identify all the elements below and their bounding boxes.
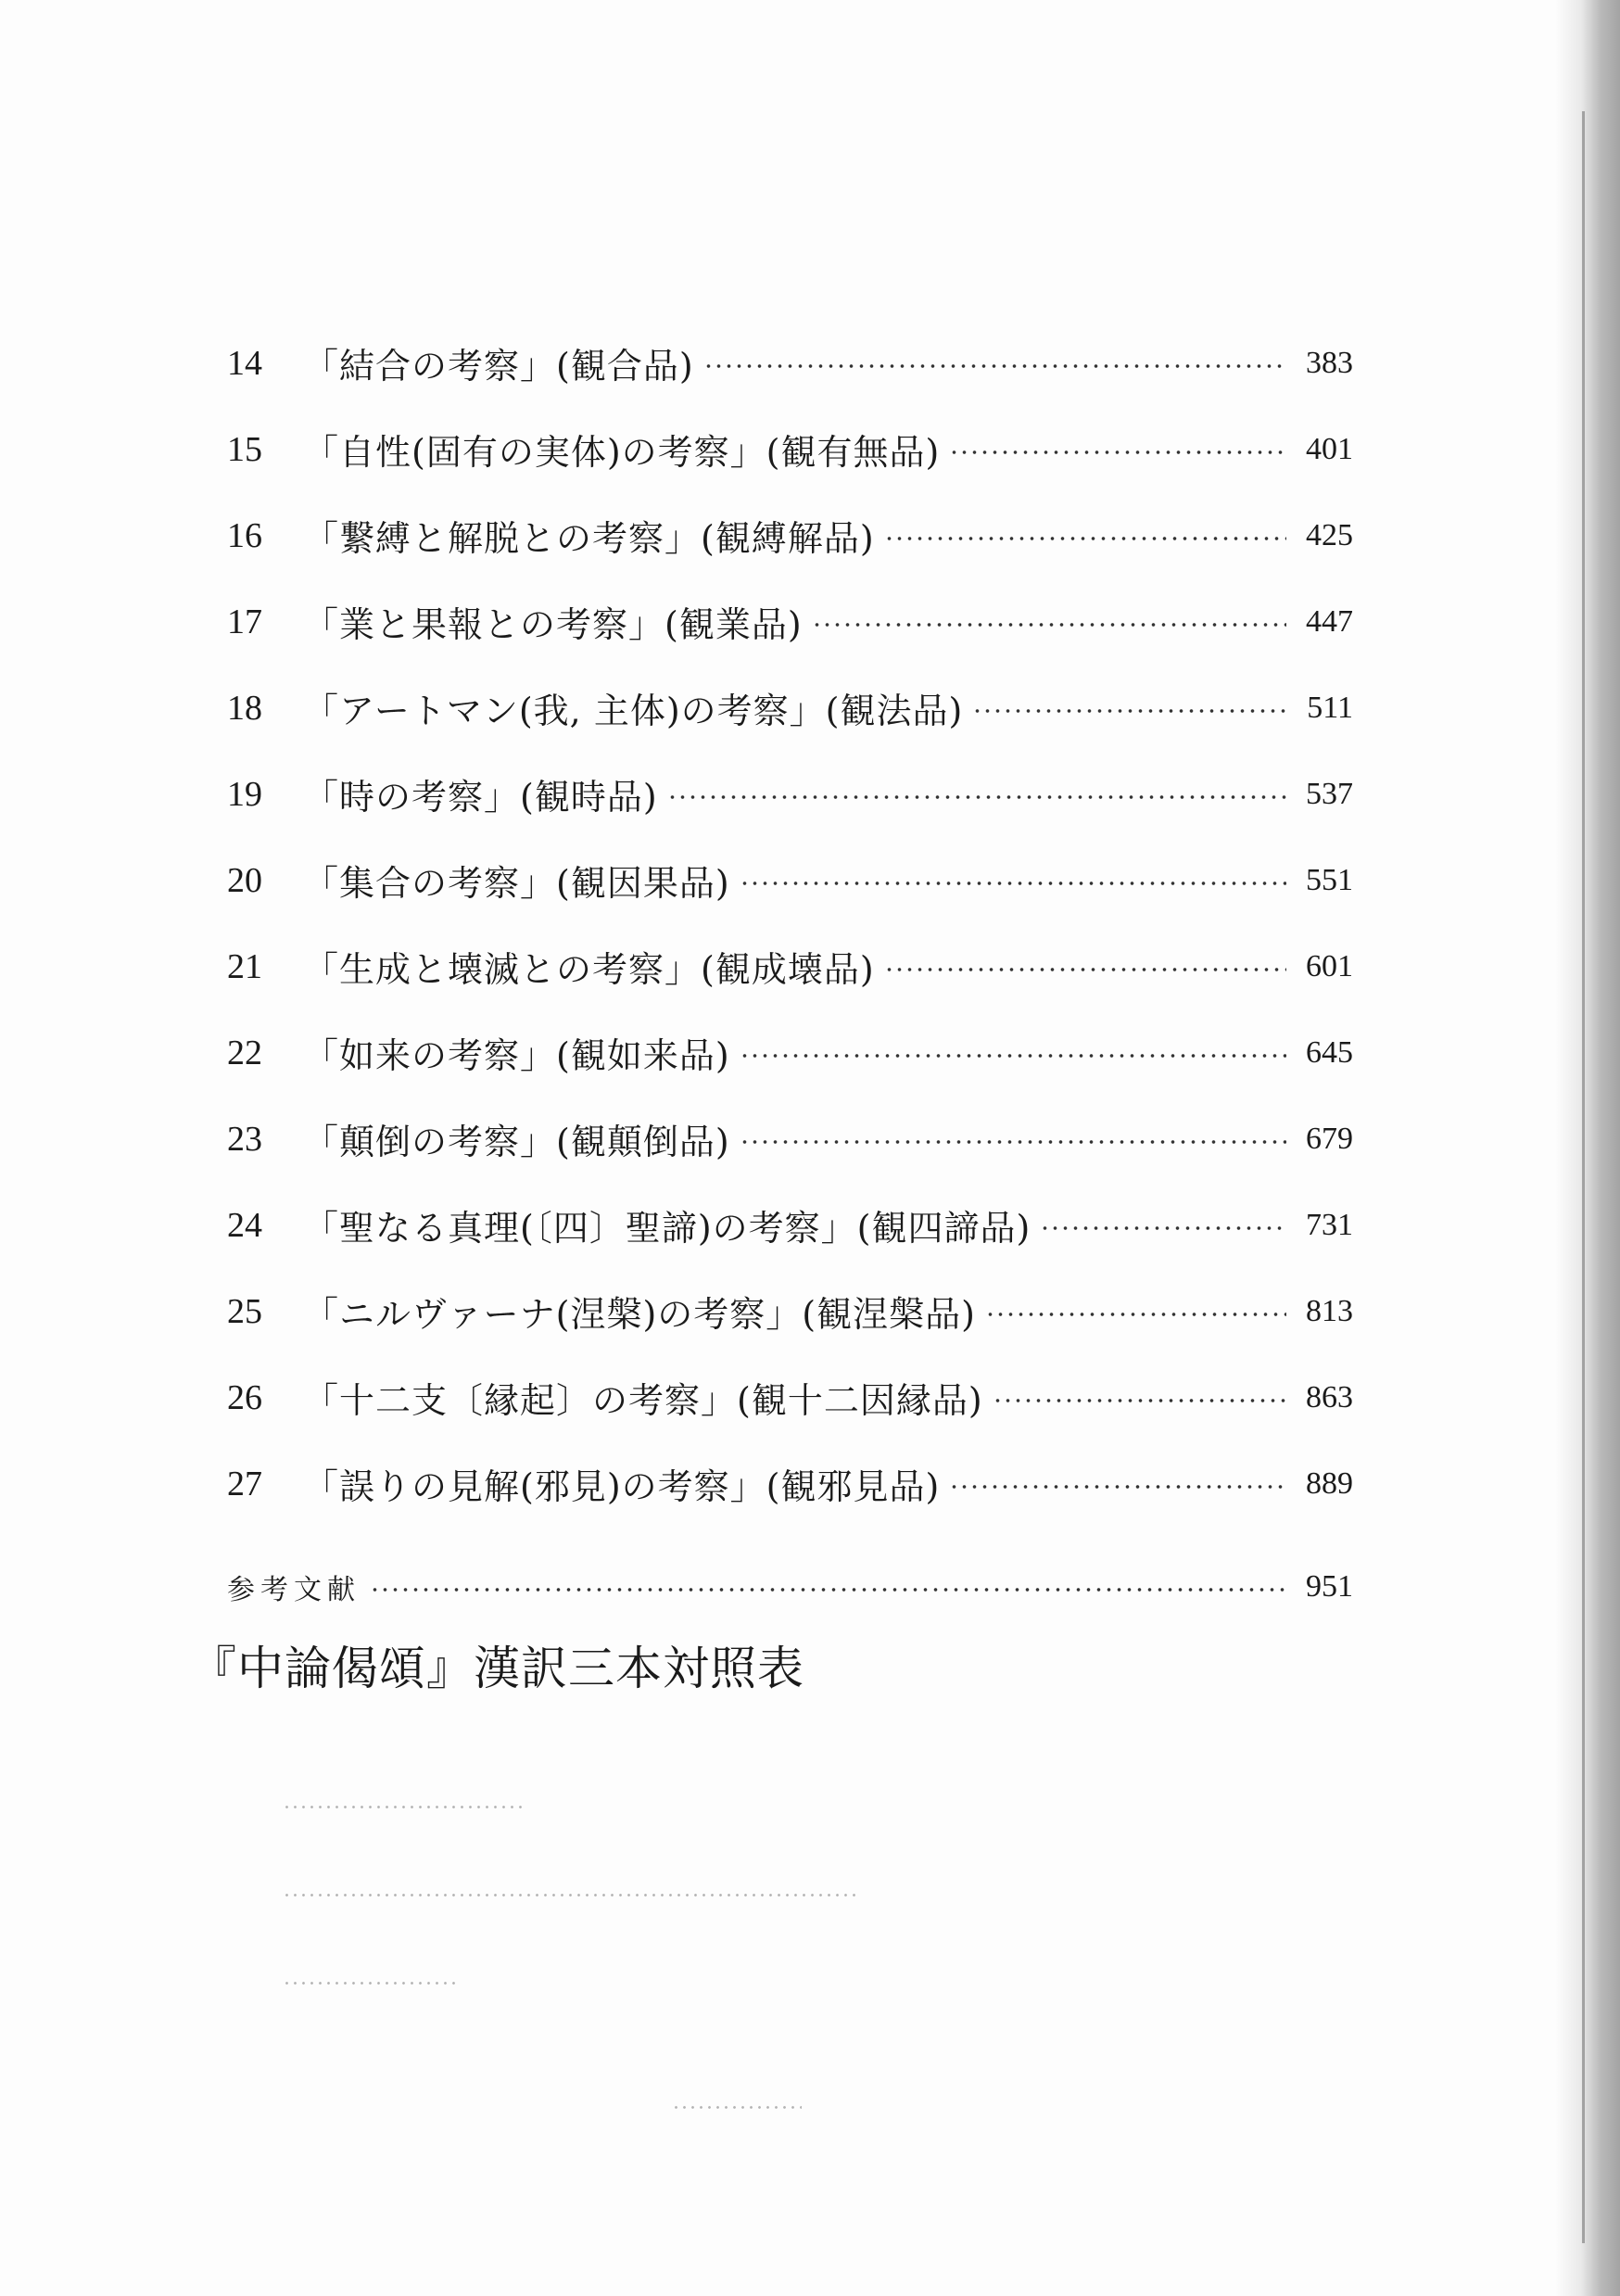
toc-entry (227, 1354, 1353, 1440)
table-of-contents (227, 320, 1353, 1630)
binding-edge-line (1582, 111, 1585, 2243)
page-number: 551 (1306, 862, 1353, 897)
chapter-number: 24 (227, 1205, 262, 1245)
chapter-number: 19 (227, 774, 262, 814)
dot-leader (993, 1399, 1286, 1402)
page-number: 731 (1306, 1207, 1353, 1242)
dot-leader (949, 1485, 1286, 1489)
page-number: 383 (1306, 345, 1353, 380)
page-number: 601 (1306, 948, 1353, 983)
dot-leader (1040, 1226, 1286, 1230)
chapter-title: 「自性(固有の実体)の考察」(観有無品) (303, 432, 941, 473)
dot-leader (812, 623, 1286, 627)
chapter-number: 17 (227, 602, 262, 641)
chapter-number: 21 (227, 946, 262, 986)
chapter-number: 23 (227, 1119, 262, 1159)
page-number: 863 (1306, 1379, 1353, 1414)
show-through-dots (283, 1982, 459, 1985)
page-number: 645 (1306, 1034, 1353, 1070)
binding-edge-shadow (1555, 0, 1620, 2296)
dot-leader (740, 1054, 1286, 1058)
page-number: 447 (1306, 603, 1353, 639)
chapter-number: 20 (227, 860, 262, 900)
toc-references-entry (227, 1543, 1353, 1630)
toc-entry (227, 1182, 1353, 1268)
chapter-title: 「十二支〔縁起〕の考察」(観十二因縁品) (303, 1380, 983, 1421)
show-through-dots (283, 1894, 857, 1896)
page-number: 813 (1306, 1293, 1353, 1328)
dot-leader (884, 537, 1286, 540)
chapter-number: 14 (227, 343, 262, 383)
toc-entry (227, 1096, 1353, 1182)
dot-leader (740, 882, 1286, 885)
chapter-title: 「時の考察」(観時品) (303, 777, 658, 818)
chapter-number: 25 (227, 1291, 262, 1331)
references-label: 参考文献 (227, 1573, 361, 1606)
dot-leader (740, 1140, 1286, 1144)
dot-leader (985, 1313, 1286, 1316)
chapter-title: 「生成と壊滅との考察」(観成壊品) (303, 949, 875, 990)
page-number: 401 (1306, 431, 1353, 466)
toc-entry (227, 665, 1353, 751)
page-number: 537 (1306, 776, 1353, 811)
chapter-title: 「結合の考察」(観合品) (303, 346, 694, 387)
show-through-dots (283, 1806, 524, 1808)
dot-leader (667, 795, 1286, 799)
toc-entry (227, 1268, 1353, 1354)
toc-entry (227, 751, 1353, 837)
chapter-number: 18 (227, 688, 262, 728)
chapter-number: 15 (227, 429, 262, 469)
chapter-title: 「聖なる真理(〔四〕聖諦)の考察」(観四諦品) (303, 1208, 1031, 1249)
toc-entry (227, 578, 1353, 665)
chapter-title: 「業と果報との考察」(観業品) (303, 604, 803, 645)
dot-leader (370, 1588, 1286, 1592)
toc-entry (227, 837, 1353, 923)
show-through-dots (672, 2106, 802, 2109)
chapter-number: 16 (227, 515, 262, 555)
chapter-title: 「顛倒の考察」(観顛倒品) (303, 1122, 730, 1162)
page-number: 951 (1306, 1568, 1353, 1604)
section-heading: 『中論偈頌』漢訳三本対照表 (190, 1642, 804, 1695)
toc-entry (227, 923, 1353, 1009)
chapter-title: 「如来の考察」(観如来品) (303, 1035, 730, 1076)
toc-entry (227, 320, 1353, 406)
chapter-number: 26 (227, 1377, 262, 1417)
chapter-number: 22 (227, 1033, 262, 1072)
toc-entry (227, 406, 1353, 492)
dot-leader (703, 364, 1286, 368)
dot-leader (949, 450, 1286, 454)
chapter-title: 「アートマン(我, 主体)の考察」(観法品) (303, 691, 964, 731)
chapter-title: 「誤りの見解(邪見)の考察」(観邪見品) (303, 1466, 941, 1507)
chapter-title: 「繋縛と解脱との考察」(観縛解品) (303, 518, 875, 559)
toc-entry (227, 1440, 1353, 1527)
chapter-title: 「集合の考察」(観因果品) (303, 863, 730, 904)
page-number: 889 (1306, 1465, 1353, 1501)
toc-entry (227, 492, 1353, 578)
dot-leader (972, 709, 1286, 713)
dot-leader (884, 968, 1286, 971)
chapter-number: 27 (227, 1464, 262, 1503)
toc-entry (227, 1009, 1353, 1096)
page-number: 425 (1306, 517, 1353, 552)
page-number: 511 (1307, 690, 1353, 725)
page-number: 679 (1306, 1121, 1353, 1156)
chapter-title: 「ニルヴァーナ(涅槃)の考察」(観涅槃品) (303, 1294, 976, 1335)
